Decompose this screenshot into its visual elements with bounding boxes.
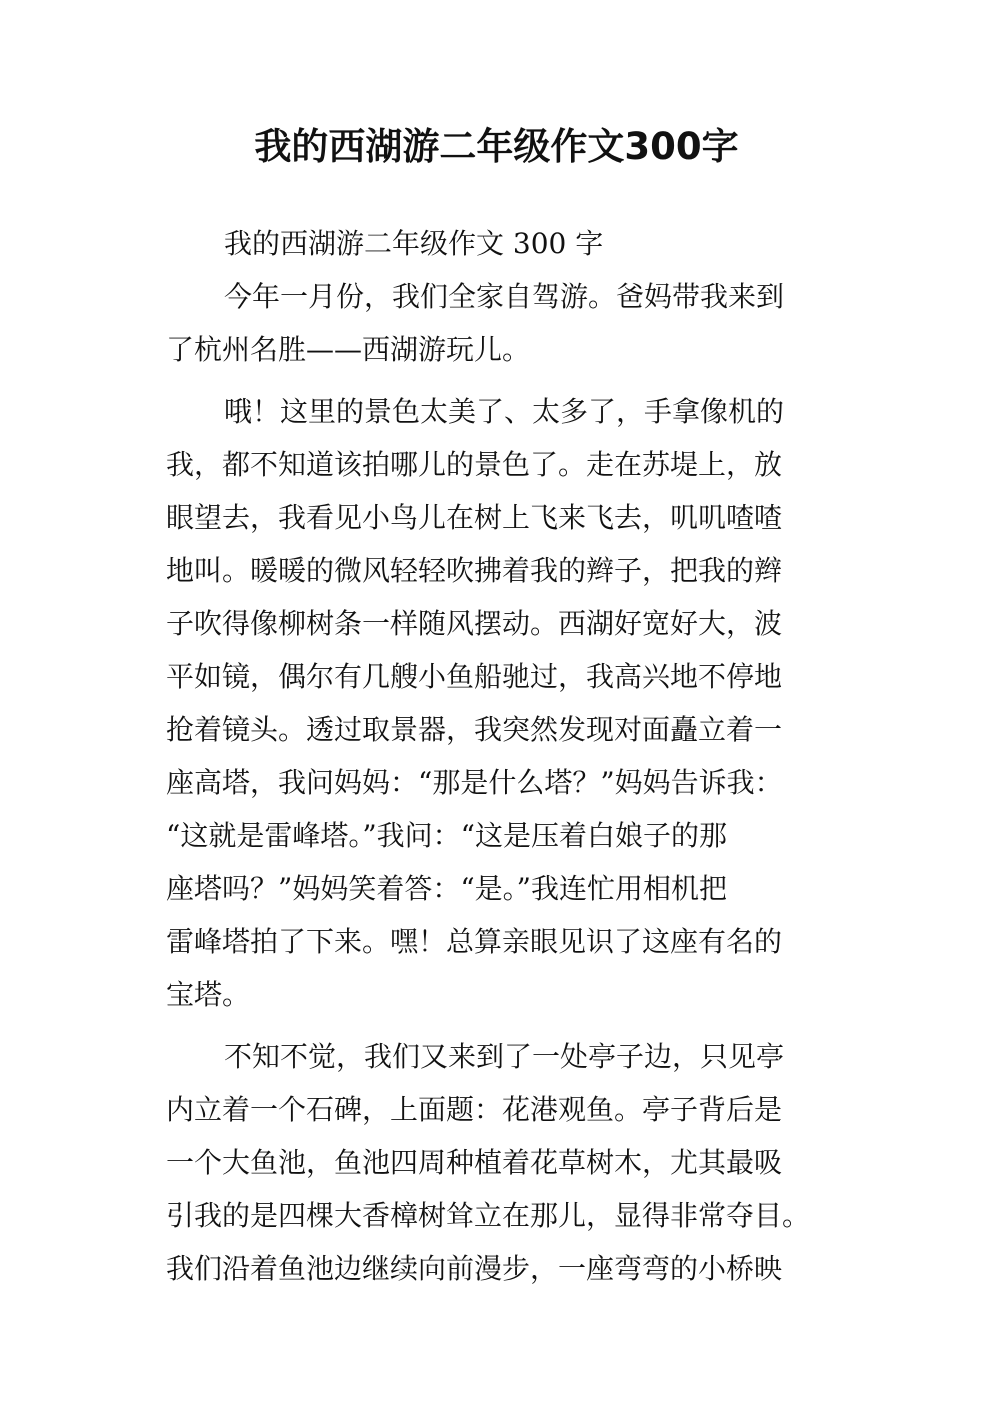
text-line: 座高塔，我问妈妈：“那是什么塔？”妈妈告诉我： (166, 766, 783, 799)
text-line: 不知不觉，我们又来到了一处亭子边，只见亭 (224, 1040, 785, 1073)
text-line: 内立着一个石碑，上面题：花港观鱼。亭子背后是 (166, 1093, 783, 1126)
text-line: 抢着镜头。透过取景器，我突然发现对面矗立着一 (166, 713, 783, 746)
paragraph-2 (166, 385, 838, 1021)
document-title: 我的西湖游二年级作文300字 (254, 125, 739, 168)
document-body (166, 217, 838, 1295)
paragraph-gap (166, 376, 838, 385)
text-line: 了杭州名胜——西湖游玩儿。 (166, 333, 531, 366)
text-line: 我们沿着鱼池边继续向前漫步，一座弯弯的小桥映 (166, 1252, 783, 1285)
text-line: 我，都不知道该拍哪儿的景色了。走在苏堤上，放 (166, 448, 783, 481)
text-line: 眼望去，我看见小鸟儿在树上飞来飞去，叽叽喳喳 (166, 501, 783, 534)
text-line: 一个大鱼池，鱼池四周种植着花草树木，尤其最吸 (166, 1146, 783, 1179)
text-line: 我的西湖游二年级作文 300 字 (224, 227, 604, 260)
paragraph-gap (166, 1021, 838, 1030)
text-line: 平如镜，偶尔有几艘小鱼船驰过，我高兴地不停地 (166, 660, 783, 693)
paragraph-heading (166, 217, 838, 270)
text-line: 雷峰塔拍了下来。嘿！总算亲眼见识了这座有名的 (166, 925, 783, 958)
text-line: 宝塔。 (166, 978, 251, 1011)
text-line: 地叫。暖暖的微风轻轻吹拂着我的辫子，把我的辫 (166, 554, 783, 587)
paragraph-1 (166, 270, 838, 376)
text-line: 今年一月份，我们全家自驾游。爸妈带我来到 (224, 280, 785, 313)
text-line: 哦！这里的景色太美了、太多了，手拿像机的 (224, 395, 785, 428)
text-line: “这就是雷峰塔。”我问：“这是压着白娘子的那 (166, 819, 727, 852)
paragraph-3 (166, 1030, 838, 1295)
text-line: 子吹得像柳树条一样随风摆动。西湖好宽好大，波 (166, 607, 783, 640)
text-line: 引我的是四棵大香樟树耸立在那儿，显得非常夺目。 (166, 1199, 811, 1232)
text-line: 座塔吗？”妈妈笑着答：“是。”我连忙用相机把 (166, 872, 727, 905)
